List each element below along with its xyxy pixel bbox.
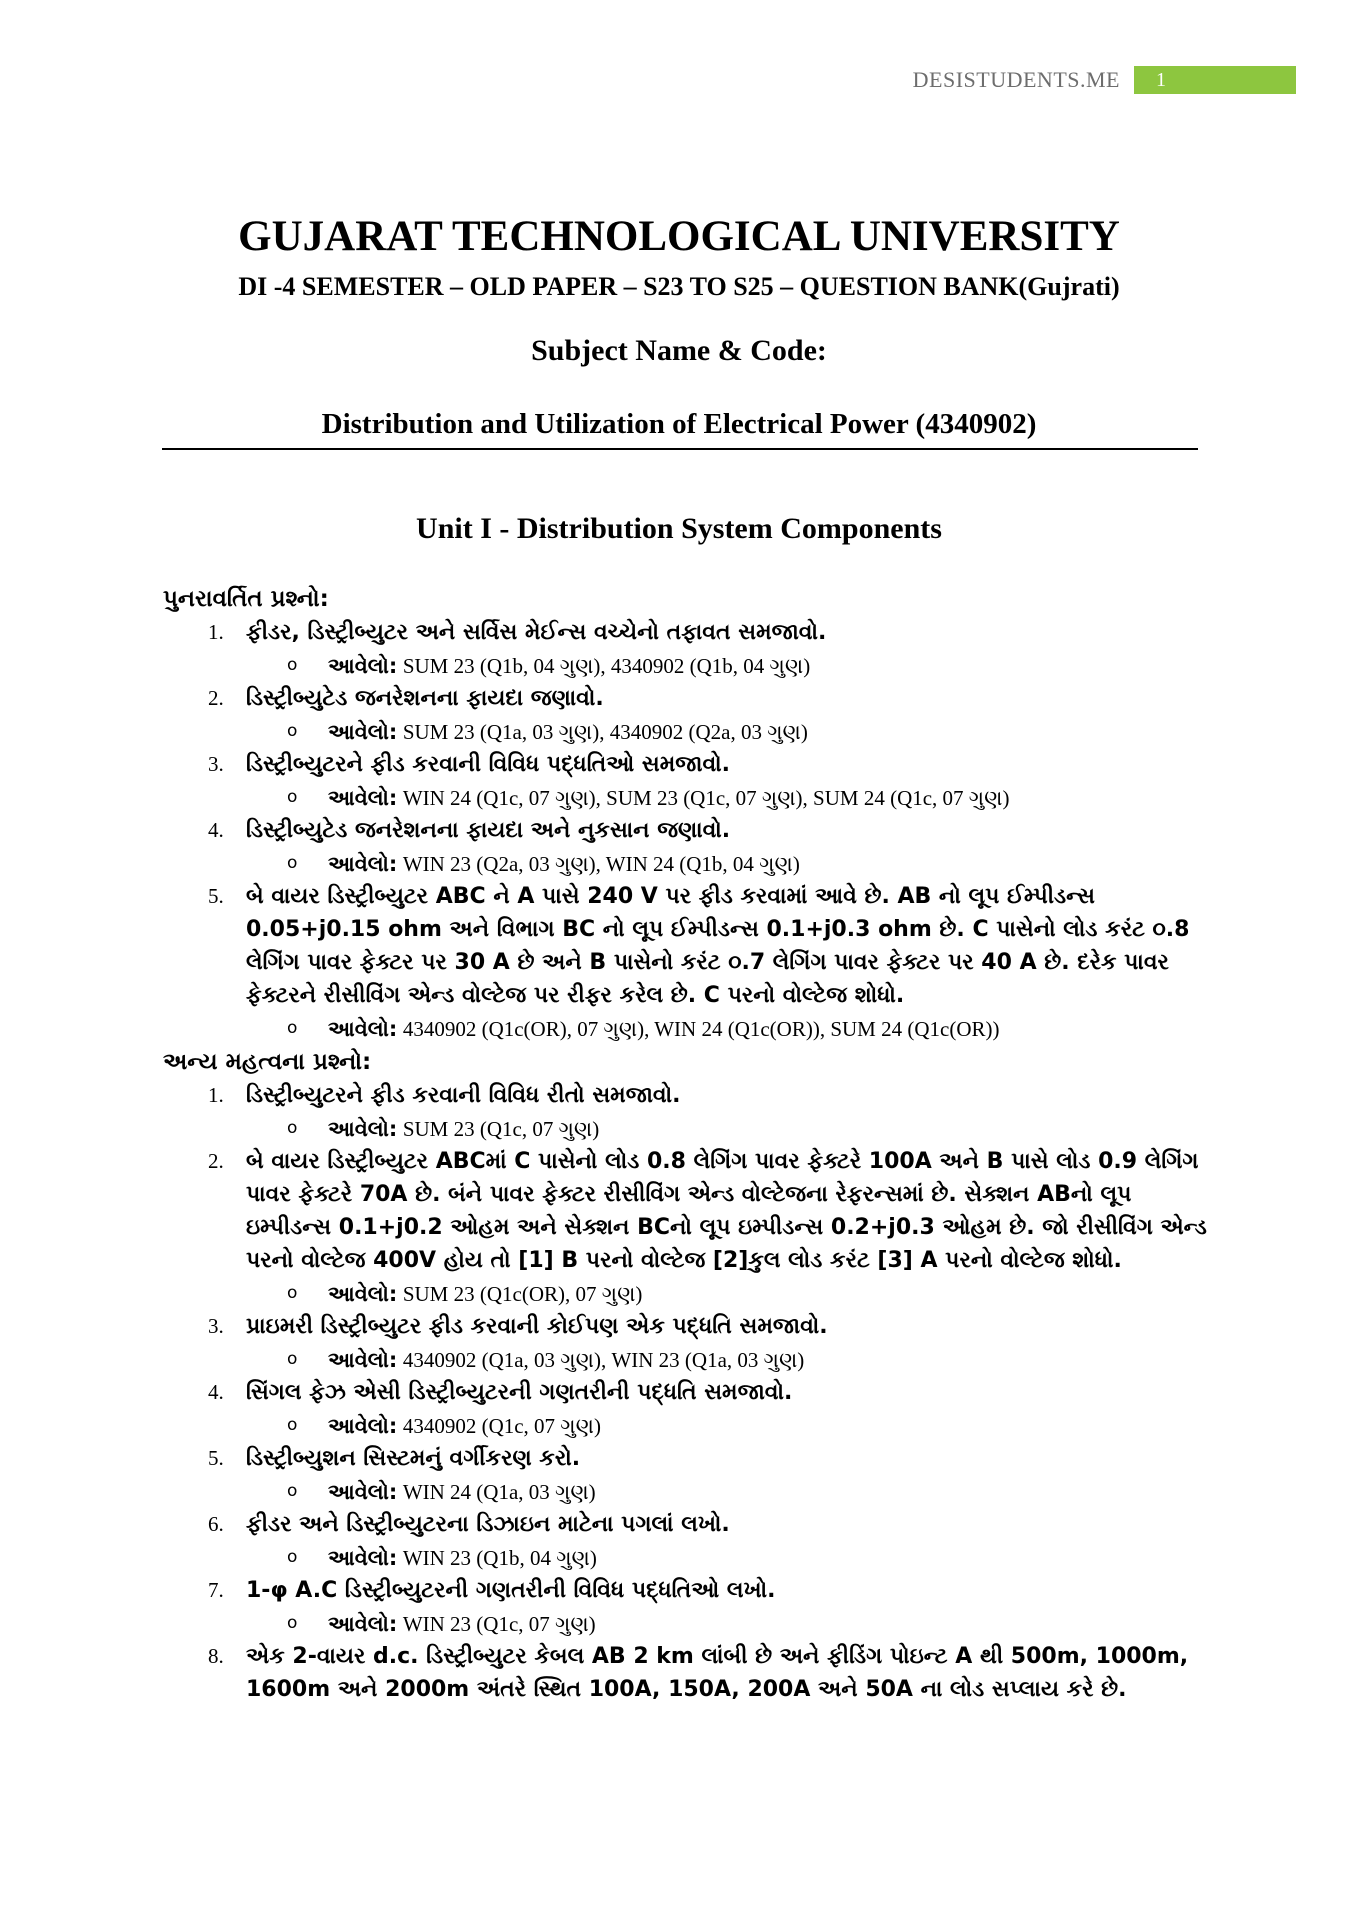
asked-text: WIN 23 (Q1c, 07 ગુણ): [402, 1612, 596, 1636]
asked-text: WIN 23 (Q1b, 04 ગુણ): [402, 1546, 597, 1570]
asked-text: WIN 24 (Q1c, 07 ગુણ), SUM 23 (Q1c, 07 ગુણ), SUM 24 (Q1c, 07 ગુણ): [402, 786, 1010, 810]
question-text: સિંગલ ફેઝ એસી ડિસ્ટ્રીબ્યુટરની ગણતરીની પદ્ધતિ સમજાવો.: [246, 1380, 793, 1405]
question-number: 5.: [208, 1446, 224, 1470]
asked-label: આવેલો:: [328, 720, 398, 744]
asked-line: [163, 1541, 1223, 1574]
question: [163, 748, 1223, 781]
asked-text: SUM 23 (Q1c(OR), 07 ગુણ): [402, 1282, 643, 1306]
question-number: 1.: [208, 1083, 224, 1107]
asked-line: [163, 715, 1223, 748]
asked-line: [163, 1475, 1223, 1508]
question-text: ડિસ્ટ્રીબ્યુટેડ જનરેશનના ફાયદા જણાવો.: [246, 686, 604, 711]
question-text: ફીડર અને ડિસ્ટ્રીબ્યુટરના ડિઝાઇન માટેના પગલાં લખો.: [246, 1512, 730, 1537]
asked-line: [163, 1343, 1223, 1376]
asked-text: 4340902 (Q1c(OR), 07 ગુણ), WIN 24 (Q1c(OR)), SUM 24 (Q1c(OR)): [402, 1017, 1000, 1041]
bullet-icon: o: [287, 1613, 298, 1633]
document-title: GUJARAT TECHNOLOGICAL UNIVERSITY: [238, 213, 1120, 260]
asked-label: આવેલો:: [328, 1017, 398, 1041]
question-number: 3.: [208, 1314, 224, 1338]
question: [163, 1574, 1223, 1607]
asked-label: આવેલો:: [328, 1282, 398, 1306]
asked-label: આવેલો:: [328, 654, 398, 678]
bullet-icon: o: [287, 787, 298, 807]
asked-line: [163, 1012, 1223, 1045]
unit-heading: Unit I - Distribution System Components: [416, 512, 942, 545]
page-header: [913, 66, 1296, 94]
question-text: ડિસ્ટ્રીબ્યુટરને ફીડ કરવાની વિવિધ રીતો સમજાવો.: [246, 1083, 681, 1108]
asked-text: 4340902 (Q1a, 03 ગુણ), WIN 23 (Q1a, 03 ગુણ): [402, 1348, 805, 1372]
title-rule: [162, 448, 1198, 450]
question-list: [163, 582, 1223, 1706]
question-text: ડિસ્ટ્રીબ્યુટરને ફીડ કરવાની વિવિધ પદ્ધતિઓ સમજાવો.: [246, 752, 731, 777]
question: [163, 1310, 1223, 1343]
bullet-icon: o: [287, 1547, 298, 1567]
site-name: DESISTUDENTS.ME: [912, 67, 1120, 92]
question-text: ડિસ્ટ્રીબ્યુશન સિસ્ટમનું વર્ગીકરણ કરો.: [246, 1446, 581, 1471]
bullet-icon: o: [287, 1415, 298, 1435]
asked-label: આવેલો:: [328, 1414, 398, 1438]
question-number: 1.: [208, 620, 224, 644]
question: [163, 616, 1223, 649]
question-text: ફીડર, ડિસ્ટ્રીબ્યુટર અને સર્વિસ મેઈન્સ વચ્ચેનો તફાવત સમજાવો.: [246, 620, 827, 645]
bullet-icon: o: [287, 1283, 298, 1303]
section-heading-other: અન્ય મહત્વના પ્રશ્નો:: [163, 1049, 372, 1075]
question-number: 2.: [208, 686, 224, 710]
subject-label: Subject Name & Code:: [531, 334, 827, 367]
page-number: 1: [1134, 66, 1296, 94]
asked-text: WIN 24 (Q1a, 03 ગુણ): [402, 1480, 596, 1504]
question-text: બે વાયર ડિસ્ટ્રીબ્યુટર ABCમાં C પાસેનો લોડ 0.8 લેગિંગ પાવર ફેક્ટરે 100A અને B પાસે લોડ 0.9 લેગિંગ પાવર ફેક્ટરે 70A છે. બંને પાવર ફેક્ટર રીસીવિંગ એન્ડ વોલ્ટેજના રેફરન્સમાં છે. સેક્શન ABનો લૂપ ઇમ્પીડન્સ 0.1+j0.2 ઓહમ અને સેક્શન BCનો લૂપ ઇમ્પીડન્સ 0.2+j0.3 ઓહમ છે. જો રીસીવિંગ એન્ડ પરનો વોલ્ટેજ 400V હોય તો [1] B પરનો વોલ્ટેજ [2]કુલ લોડ કરંટ [3] A પરનો વોલ્ટેજ શોધો.: [246, 1149, 1207, 1273]
asked-label: આવેલો:: [328, 1612, 398, 1636]
question-number: 7.: [208, 1578, 224, 1602]
question: [163, 814, 1223, 847]
question: [163, 1508, 1223, 1541]
question-text: ડિસ્ટ્રીબ્યુટેડ જનરેશનના ફાયદા અને નુકસાન જણાવો.: [246, 818, 731, 843]
question-number: 4.: [208, 818, 224, 842]
bullet-icon: o: [287, 853, 298, 873]
bullet-icon: o: [287, 655, 298, 675]
question-number: 8.: [208, 1644, 224, 1668]
bullet-icon: o: [287, 1018, 298, 1038]
asked-label: આવેલો:: [328, 852, 398, 876]
question-number: 5.: [208, 884, 224, 908]
asked-text: SUM 23 (Q1a, 03 ગુણ), 4340902 (Q2a, 03 ગુણ): [402, 720, 808, 744]
asked-label: આવેલો:: [328, 786, 398, 810]
asked-label: આવેલો:: [328, 1117, 398, 1141]
question-number: 4.: [208, 1380, 224, 1404]
asked-label: આવેલો:: [328, 1348, 398, 1372]
question: [163, 1442, 1223, 1475]
question-number: 6.: [208, 1512, 224, 1536]
question: [163, 880, 1223, 1012]
bullet-icon: o: [287, 1349, 298, 1369]
question: [163, 682, 1223, 715]
asked-line: [163, 1607, 1223, 1640]
asked-label: આવેલો:: [328, 1480, 398, 1504]
asked-text: SUM 23 (Q1b, 04 ગુણ), 4340902 (Q1b, 04 ગુણ): [402, 654, 811, 678]
question-number: 3.: [208, 752, 224, 776]
bullet-icon: o: [287, 1481, 298, 1501]
question-text: બે વાયર ડિસ્ટ્રીબ્યુટર ABC ને A પાસે 240 V પર ફીડ કરવામાં આવે છે. AB નો લૂપ ઈમ્પીડન્સ 0.05+j0.15 ohm અને વિભાગ BC નો લૂપ ઈમ્પીડન્સ 0.1+j0.3 ohm છે. C પાસેનો લોડ કરંટ ૦.8 લેગિંગ પાવર ફેક્ટર પર 30 A છે અને B પાસેનો કરંટ ૦.7 લેગિંગ પાવર ફેક્ટર પર 40 A છે. દરેક પાવર ફેક્ટરને રીસીવિંગ એન્ડ વોલ્ટેજ પર રીફર કરેલ છે. C પરનો વોલ્ટેજ શોધો.: [246, 884, 1190, 1008]
question-text: 1-φ A.C ડિસ્ટ્રીબ્યુટરની ગણતરીની વિવિધ પદ્ધતિઓ લખો.: [246, 1578, 776, 1603]
question: [163, 1640, 1223, 1706]
asked-text: SUM 23 (Q1c, 07 ગુણ): [402, 1117, 600, 1141]
asked-label: આવેલો:: [328, 1546, 398, 1570]
bullet-icon: o: [287, 721, 298, 741]
asked-line: [163, 649, 1223, 682]
subject-name: Distribution and Utilization of Electrical Power (4340902): [321, 408, 1037, 440]
asked-text: 4340902 (Q1c, 07 ગુણ): [402, 1414, 601, 1438]
bullet-icon: o: [287, 1118, 298, 1138]
question-text: પ્રાઇમરી ડિસ્ટ્રીબ્યુટર ફીડ કરવાની કોઈપણ એક પદ્ધતિ સમજાવો.: [246, 1314, 828, 1339]
asked-line: [163, 1277, 1223, 1310]
asked-line: [163, 847, 1223, 880]
asked-line: [163, 781, 1223, 814]
asked-line: [163, 1112, 1223, 1145]
question-text: એક 2-વાયર d.c. ડિસ્ટ્રીબ્યુટર કેબલ AB 2 km લાંબી છે અને ફીડિંગ પોઇન્ટ A થી 500m, 1000m, 1600m અને 2000m અંતરે સ્થિત 100A, 150A, 200A અને 50A ના લોડ સપ્લાય કરે છે.: [246, 1644, 1189, 1702]
section-heading-repeated: પુનરાવર્તિત પ્રશ્નો:: [163, 586, 329, 612]
question: [163, 1145, 1223, 1277]
asked-line: [163, 1409, 1223, 1442]
document-subtitle: DI -4 SEMESTER – OLD PAPER – S23 TO S25 – QUESTION BANK(Gujrati): [238, 272, 1120, 301]
question: [163, 1079, 1223, 1112]
question-number: 2.: [208, 1149, 224, 1173]
question: [163, 1376, 1223, 1409]
asked-text: WIN 23 (Q2a, 03 ગુણ), WIN 24 (Q1b, 04 ગુણ): [402, 852, 800, 876]
